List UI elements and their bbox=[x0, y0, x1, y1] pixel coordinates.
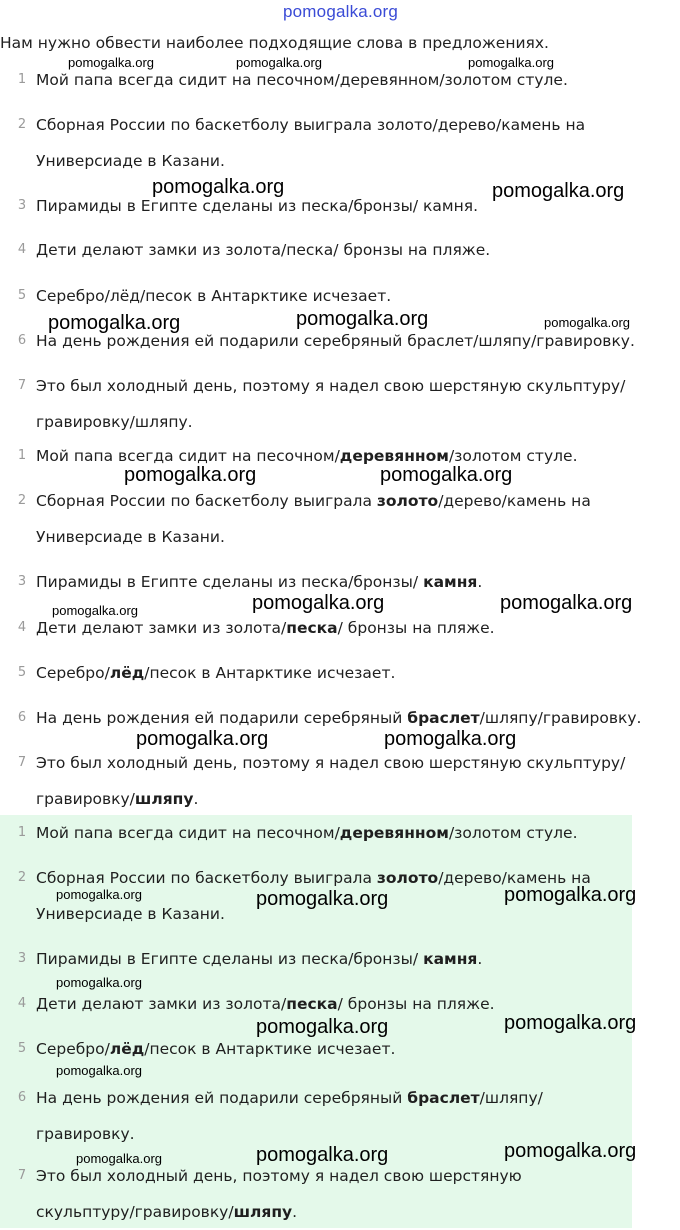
sentence-line bbox=[36, 438, 664, 474]
sentence-line bbox=[36, 368, 664, 404]
item-number: 6 bbox=[17, 710, 27, 725]
text-fragment: Это был холодный день, поэтому я надел свою шерстяную скульптуру/ bbox=[36, 754, 626, 772]
watermark: pomogalka.org bbox=[68, 55, 154, 70]
sentence-line bbox=[36, 107, 664, 143]
item-number: 3 bbox=[17, 951, 27, 966]
answer-word: шляпу bbox=[134, 790, 194, 808]
text-fragment: Дети делают замки из золота/песка/ бронзы на пляже. bbox=[36, 241, 491, 259]
text-fragment: Мой папа всегда сидит на песочном/ bbox=[36, 447, 340, 465]
sentence-line bbox=[36, 610, 664, 646]
item-number: 3 bbox=[17, 198, 27, 213]
text-fragment: . bbox=[292, 1203, 298, 1221]
item-number: 4 bbox=[17, 620, 27, 635]
text-fragment: Сборная России по баскетболу выиграла золото/дерево/камень на bbox=[36, 116, 586, 134]
watermark: pomogalka.org bbox=[544, 315, 630, 330]
watermark: pomogalka.org bbox=[136, 728, 269, 750]
watermark: pomogalka.org bbox=[468, 55, 554, 70]
item-number: 7 bbox=[17, 755, 27, 770]
watermark: pomogalka.org bbox=[504, 1012, 637, 1034]
text-fragment: /дерево/камень на bbox=[438, 492, 591, 510]
sentence-line bbox=[36, 1158, 664, 1194]
text-fragment: Пирамиды в Египте сделаны из песка/бронзы/ камня. bbox=[36, 197, 478, 215]
text-fragment: Серебро/ bbox=[36, 1040, 110, 1058]
sentence-line bbox=[36, 815, 664, 851]
text-fragment: / бронзы на пляже. bbox=[337, 619, 495, 637]
text-fragment: /золотом стуле. bbox=[448, 447, 578, 465]
item-number: 7 bbox=[17, 378, 27, 393]
answer-word: золото bbox=[376, 492, 439, 510]
sentence-line bbox=[36, 745, 664, 781]
sentence-line bbox=[36, 564, 664, 600]
item-number: 2 bbox=[17, 117, 27, 132]
sentence-line-continuation bbox=[36, 1194, 664, 1230]
sentence-line bbox=[36, 655, 664, 691]
text-fragment: /шляпу/гравировку. bbox=[479, 709, 642, 727]
answer-word: лёд bbox=[109, 1040, 145, 1058]
sentence-line-continuation bbox=[36, 143, 664, 179]
sentence-line bbox=[36, 1080, 664, 1116]
site-brand[interactable]: pomogalka.org bbox=[283, 2, 399, 21]
text-fragment: На день рождения ей подарили серебряный bbox=[36, 709, 408, 727]
text-fragment: Это был холодный день, поэтому я надел свою шерстяную bbox=[36, 1167, 522, 1185]
watermark: pomogalka.org bbox=[48, 312, 181, 334]
answer-word: камня bbox=[423, 950, 478, 968]
item-number: 1 bbox=[17, 448, 27, 463]
text-fragment: На день рождения ей подарили серебряный браслет/шляпу/гравировку. bbox=[36, 332, 635, 350]
text-fragment: Дети делают замки из золота/ bbox=[36, 995, 287, 1013]
text-fragment: /золотом стуле. bbox=[448, 824, 578, 842]
watermark: pomogalka.org bbox=[256, 1144, 389, 1166]
text-fragment: /дерево/камень на bbox=[438, 869, 591, 887]
sentence-line-continuation bbox=[36, 781, 664, 817]
answer-word: шляпу bbox=[233, 1203, 293, 1221]
sentence-line bbox=[36, 323, 664, 359]
text-fragment: Пирамиды в Египте сделаны из песка/бронзы/ bbox=[36, 950, 424, 968]
answer-word: камня bbox=[423, 573, 478, 591]
item-number: 5 bbox=[17, 1041, 27, 1056]
text-fragment: Серебро/ bbox=[36, 664, 110, 682]
watermark: pomogalka.org bbox=[124, 464, 257, 486]
text-fragment: Универсиаде в Казани. bbox=[36, 152, 225, 170]
watermark: pomogalka.org bbox=[384, 728, 517, 750]
watermark: pomogalka.org bbox=[56, 1063, 142, 1078]
sentence-line-continuation bbox=[36, 1116, 664, 1152]
watermark: pomogalka.org bbox=[52, 603, 138, 618]
watermark: pomogalka.org bbox=[296, 308, 429, 330]
sentence-line bbox=[36, 483, 664, 519]
answer-word: золото bbox=[376, 869, 439, 887]
text-fragment: Пирамиды в Египте сделаны из песка/бронзы/ bbox=[36, 573, 424, 591]
sentence-line bbox=[36, 860, 664, 896]
watermark: pomogalka.org bbox=[56, 887, 142, 902]
text-fragment: . bbox=[477, 950, 483, 968]
text-fragment: Серебро/лёд/песок в Антарктике исчезает. bbox=[36, 287, 392, 305]
answer-word: браслет bbox=[407, 1089, 480, 1107]
sentence-line-continuation bbox=[36, 519, 664, 555]
text-fragment: /песок в Антарктике исчезает. bbox=[144, 664, 396, 682]
text-fragment: гравировку/ bbox=[36, 790, 135, 808]
text-fragment: Универсиаде в Казани. bbox=[36, 905, 225, 923]
watermark: pomogalka.org bbox=[492, 180, 625, 202]
text-fragment: Универсиаде в Казани. bbox=[36, 528, 225, 546]
text-fragment: . bbox=[193, 790, 199, 808]
text-fragment: Сборная России по баскетболу выиграла bbox=[36, 869, 377, 887]
answer-word: деревянном bbox=[339, 447, 449, 465]
sentence-line bbox=[36, 232, 664, 268]
watermark: pomogalka.org bbox=[252, 592, 385, 614]
text-fragment: Сборная России по баскетболу выиграла bbox=[36, 492, 377, 510]
text-fragment: Это был холодный день, поэтому я надел свою шерстяную скульптуру/ bbox=[36, 377, 626, 395]
item-number: 4 bbox=[17, 996, 27, 1011]
item-number: 2 bbox=[17, 870, 27, 885]
item-number: 5 bbox=[17, 665, 27, 680]
text-fragment: Мой папа всегда сидит на песочном/деревянном/золотом стуле. bbox=[36, 71, 568, 89]
text-fragment: /песок в Антарктике исчезает. bbox=[144, 1040, 396, 1058]
answer-word: лёд bbox=[109, 664, 145, 682]
watermark: pomogalka.org bbox=[504, 1140, 637, 1162]
item-number: 3 bbox=[17, 574, 27, 589]
text-fragment: . bbox=[477, 573, 483, 591]
watermark: pomogalka.org bbox=[500, 592, 633, 614]
item-number: 2 bbox=[17, 493, 27, 508]
intro-text: Нам нужно обвести наиболее подходящие слова в предложениях. bbox=[0, 34, 549, 52]
answer-word: песка bbox=[286, 995, 338, 1013]
item-number: 5 bbox=[17, 288, 27, 303]
text-fragment: / бронзы на пляже. bbox=[337, 995, 495, 1013]
watermark: pomogalka.org bbox=[256, 888, 389, 910]
item-number: 6 bbox=[17, 1090, 27, 1105]
sentence-line bbox=[36, 278, 664, 314]
item-number: 7 bbox=[17, 1168, 27, 1183]
text-fragment: Мой папа всегда сидит на песочном/ bbox=[36, 824, 340, 842]
item-number: 1 bbox=[17, 825, 27, 840]
watermark: pomogalka.org bbox=[504, 884, 637, 906]
answer-word: деревянном bbox=[339, 824, 449, 842]
sentence-line bbox=[36, 986, 664, 1022]
text-fragment: гравировку. bbox=[36, 1125, 135, 1143]
answer-word: песка bbox=[286, 619, 338, 637]
item-number: 4 bbox=[17, 242, 27, 257]
text-fragment: гравировку/шляпу. bbox=[36, 413, 193, 431]
text-fragment: Дети делают замки из золота/ bbox=[36, 619, 287, 637]
text-fragment: скульптуру/гравировку/ bbox=[36, 1203, 234, 1221]
item-number: 1 bbox=[17, 72, 27, 87]
watermark: pomogalka.org bbox=[76, 1151, 162, 1166]
sentence-line bbox=[36, 1031, 664, 1067]
sentence-line-continuation bbox=[36, 896, 664, 932]
text-fragment: На день рождения ей подарили серебряный bbox=[36, 1089, 408, 1107]
watermark: pomogalka.org bbox=[56, 975, 142, 990]
sentence-line bbox=[36, 941, 664, 977]
watermark: pomogalka.org bbox=[152, 176, 285, 198]
answer-word: браслет bbox=[407, 709, 480, 727]
text-fragment: /шляпу/ bbox=[479, 1089, 543, 1107]
sentence-line bbox=[36, 188, 664, 224]
watermark: pomogalka.org bbox=[256, 1016, 389, 1038]
sentence-line bbox=[36, 700, 664, 736]
sentence-line bbox=[36, 62, 664, 98]
watermark: pomogalka.org bbox=[236, 55, 322, 70]
watermark: pomogalka.org bbox=[380, 464, 513, 486]
item-number: 6 bbox=[17, 333, 27, 348]
sentence-line-continuation bbox=[36, 404, 664, 440]
